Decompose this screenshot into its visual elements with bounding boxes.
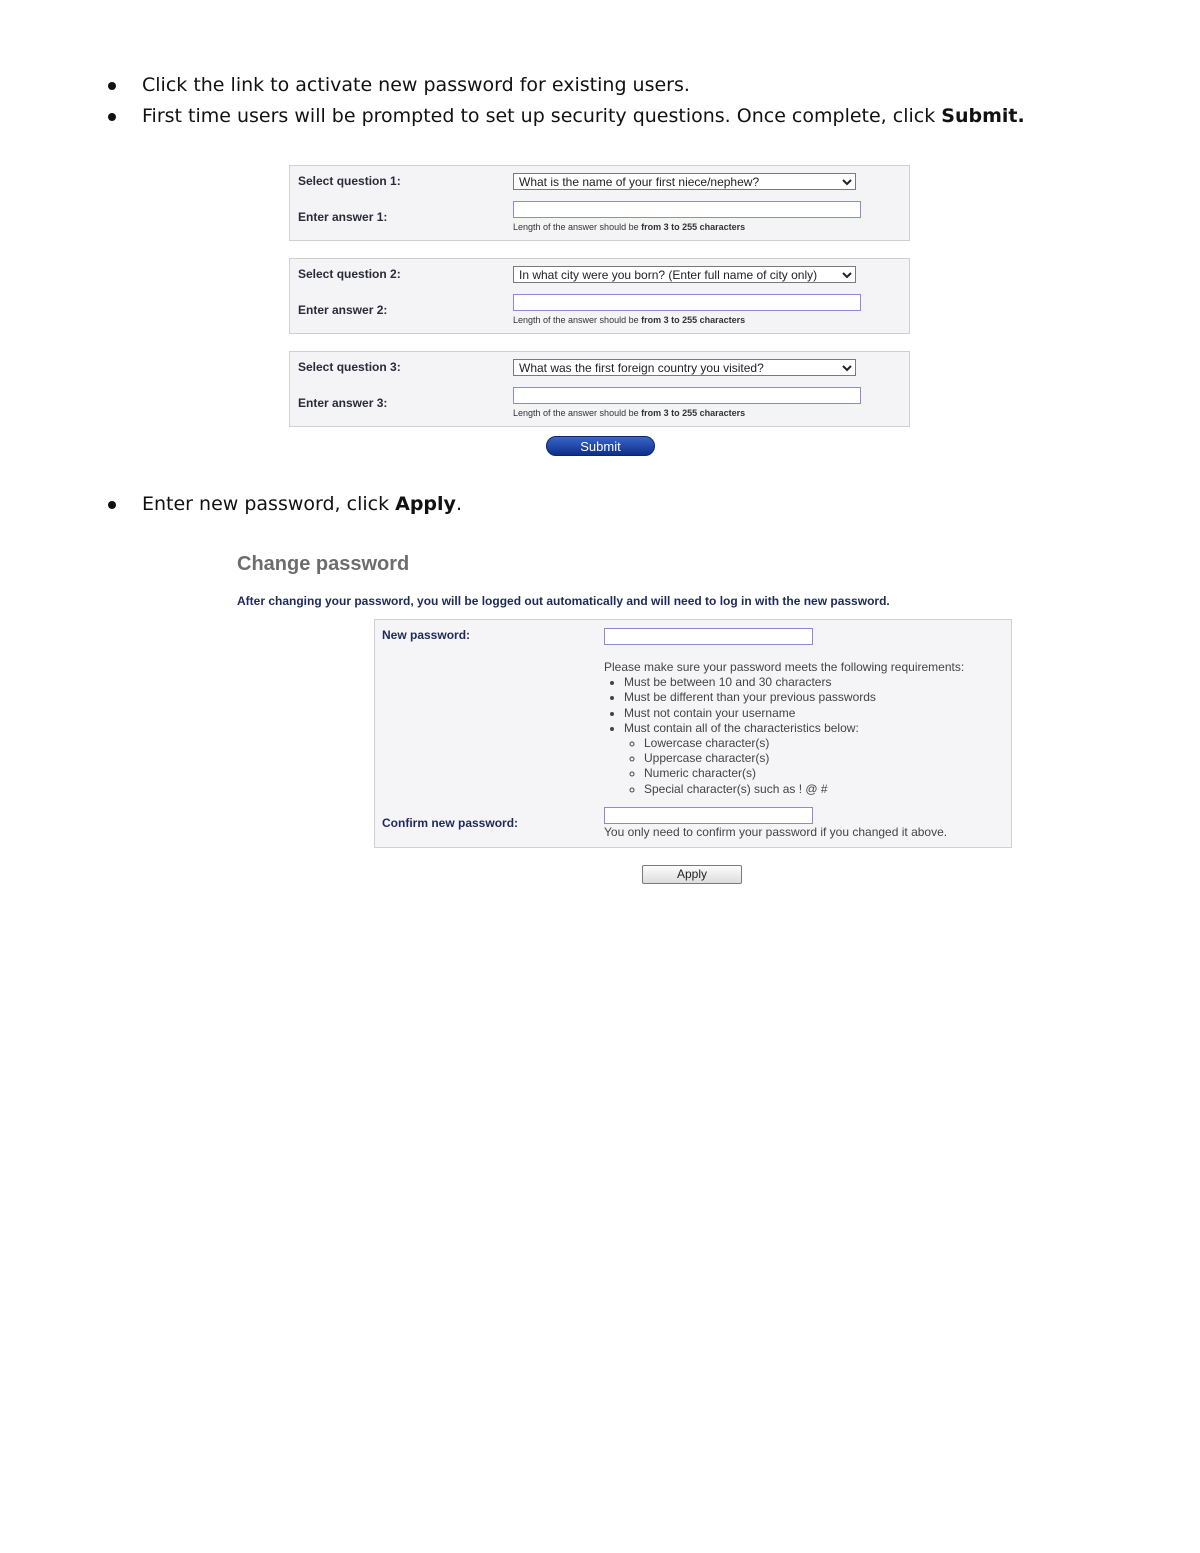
- confirm-password-input[interactable]: [604, 807, 813, 824]
- question-select-2[interactable]: [513, 266, 856, 283]
- characteristic-item: ◦ Lowercase character(s): [644, 736, 964, 751]
- password-requirements: [604, 660, 964, 797]
- characteristic-item: ◦ Numeric character(s): [644, 766, 964, 781]
- submit-button[interactable]: Submit: [546, 436, 655, 456]
- page-title: Change password: [237, 553, 410, 575]
- security-question-block-2: [289, 258, 910, 334]
- requirement-item: • Must not contain your username: [624, 706, 964, 721]
- selected-question: What was the first foreign country you visited?: [519, 361, 764, 375]
- answer-length-hint: Length of the answer should be from 3 to 255 characters: [513, 408, 746, 418]
- characteristic-item: ◦ Special character(s) such as ! @ #: [644, 782, 964, 797]
- select-question-label: Select question 3:: [298, 360, 401, 374]
- requirement-item: • Must be between 10 and 30 characters: [624, 675, 964, 690]
- logout-note: After changing your password, you will be logged out automatically and will need to log in with the new password.: [237, 594, 890, 608]
- instruction-item-1: [108, 70, 1025, 101]
- apply-button[interactable]: Apply: [642, 865, 742, 884]
- confirm-password-hint: You only need to confirm your password if you changed it above.: [604, 825, 948, 839]
- requirements-list: [604, 675, 964, 797]
- instruction-list: [108, 70, 1025, 132]
- selected-question: In what city were you born? (Enter full name of city only): [519, 268, 818, 282]
- new-password-label: New password:: [382, 628, 471, 642]
- select-question-label: Select question 2:: [298, 267, 401, 281]
- chevron-down-icon: [842, 267, 852, 289]
- new-password-input[interactable]: [604, 628, 813, 645]
- security-question-block-1: [289, 165, 910, 241]
- instruction-tail: .: [455, 493, 462, 515]
- requirement-item: • Must contain all of the characteristics below: ◦ Lowercase character(s) ◦ Uppercase character(s) ◦ Numeric character(s) ◦ Special character(s) such as ! @ #: [624, 721, 964, 797]
- change-password-panel: [374, 619, 1012, 848]
- enter-answer-label: Enter answer 2:: [298, 303, 388, 317]
- characteristic-item: ◦ Uppercase character(s): [644, 751, 964, 766]
- enter-answer-label: Enter answer 3:: [298, 396, 388, 410]
- instruction-item-3: [108, 489, 462, 520]
- instruction-bold: Submit.: [941, 105, 1025, 127]
- chevron-down-icon: [842, 174, 852, 196]
- selected-question: What is the name of your first niece/nephew?: [519, 175, 760, 189]
- instruction-bold: Apply: [395, 493, 456, 515]
- requirements-intro: Please make sure your password meets the following requirements:: [604, 660, 965, 674]
- answer-length-hint: Length of the answer should be from 3 to 255 characters: [513, 222, 746, 232]
- confirm-password-label: Confirm new password:: [382, 816, 519, 830]
- answer-length-hint: Length of the answer should be from 3 to 255 characters: [513, 315, 746, 325]
- answer-input-3[interactable]: [513, 387, 861, 404]
- select-question-label: Select question 1:: [298, 174, 401, 188]
- answer-input-1[interactable]: [513, 201, 861, 218]
- question-select-3[interactable]: [513, 359, 856, 376]
- instruction-text: Click the link to activate new password for existing users.: [142, 74, 690, 96]
- characteristics-list: [624, 736, 964, 797]
- instruction-item-2: [108, 101, 1025, 132]
- instruction-list-2: [108, 489, 462, 520]
- instruction-text: First time users will be prompted to set up security questions. Once complete, click: [142, 105, 942, 127]
- answer-input-2[interactable]: [513, 294, 861, 311]
- security-question-block-3: [289, 351, 910, 427]
- chevron-down-icon: [842, 360, 852, 382]
- question-select-1[interactable]: [513, 173, 856, 190]
- requirement-item: • Must be different than your previous passwords: [624, 690, 964, 705]
- instruction-text: Enter new password, click: [142, 493, 396, 515]
- enter-answer-label: Enter answer 1:: [298, 210, 388, 224]
